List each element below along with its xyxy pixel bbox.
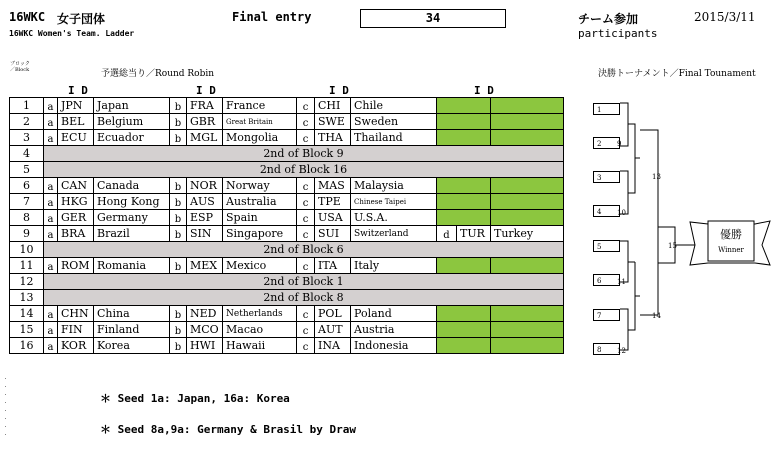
team-name: Macao	[223, 322, 297, 338]
slot-letter: b	[170, 178, 187, 194]
slot-letter: b	[170, 338, 187, 354]
team-name: Indonesia	[351, 338, 437, 354]
bracket-match-number: 15	[668, 242, 677, 250]
id-header-b: I D	[196, 84, 216, 97]
final-entry-label: Final entry	[232, 10, 312, 24]
slot-letter: a	[44, 210, 58, 226]
qualifier-cell	[491, 322, 564, 338]
table-row	[10, 338, 564, 354]
qualifier-cell	[437, 114, 491, 130]
team-id: AUS	[187, 194, 223, 210]
slot-letter: c	[297, 114, 315, 130]
team-name: Korea	[94, 338, 170, 354]
team-id: THA	[315, 130, 351, 146]
block-number: 11	[10, 258, 44, 274]
table-row	[10, 242, 564, 258]
team-name: Italy	[351, 258, 437, 274]
slot-letter: c	[297, 258, 315, 274]
entry-count-box: 34	[360, 9, 506, 28]
margin-dot	[5, 394, 6, 395]
team-id: SWE	[315, 114, 351, 130]
slot-letter: c	[297, 98, 315, 114]
team-name: Mongolia	[223, 130, 297, 146]
team-id: USA	[315, 210, 351, 226]
bracket-line-12	[620, 309, 628, 350]
block-number: 4	[10, 146, 44, 162]
block-number: 14	[10, 306, 44, 322]
qualifier-cell	[437, 130, 491, 146]
team-name: Canada	[94, 178, 170, 194]
block-placeholder: 2nd of Block 8	[44, 290, 564, 306]
team-id: TPE	[315, 194, 351, 210]
team-name: Poland	[351, 306, 437, 322]
bracket-line-10	[620, 171, 628, 214]
winner-box	[708, 221, 754, 261]
team-id: NED	[187, 306, 223, 322]
slot-letter: a	[44, 322, 58, 338]
qualifier-cell	[437, 306, 491, 322]
slot-letter: a	[44, 338, 58, 354]
team-name: Australia	[223, 194, 297, 210]
bracket-slot: 5	[593, 240, 620, 252]
slot-letter: c	[297, 322, 315, 338]
slot-letter: b	[170, 130, 187, 146]
margin-dot	[5, 418, 6, 419]
team-name: China	[94, 306, 170, 322]
block-number: 8	[10, 210, 44, 226]
team-name: Hawaii	[223, 338, 297, 354]
team-id: INA	[315, 338, 351, 354]
slot-letter: b	[170, 306, 187, 322]
block-number: 13	[10, 290, 44, 306]
team-name: Sweden	[351, 114, 437, 130]
team-name: Chile	[351, 98, 437, 114]
block-number: 3	[10, 130, 44, 146]
team-id: BRA	[58, 226, 94, 242]
round-robin-table	[9, 97, 564, 354]
team-name: Ecuador	[94, 130, 170, 146]
team-id: CHN	[58, 306, 94, 322]
table-row	[10, 258, 564, 274]
table-row	[10, 178, 564, 194]
slot-letter: c	[297, 210, 315, 226]
margin-dot	[5, 426, 6, 427]
team-id: SUI	[315, 226, 351, 242]
team-name: Finland	[94, 322, 170, 338]
bracket-match-number: 14	[652, 312, 661, 320]
qualifier-cell	[437, 98, 491, 114]
bracket-line-11	[620, 241, 628, 282]
team-id: ROM	[58, 258, 94, 274]
block-label-jp: ブロック	[10, 61, 30, 67]
team-name: Hong Kong	[94, 194, 170, 210]
team-name: Switzerland	[351, 226, 437, 242]
round-robin-label: 予選総当り／Round Robin	[101, 69, 215, 79]
block-number: 15	[10, 322, 44, 338]
table-row	[10, 322, 564, 338]
slot-letter: a	[44, 114, 58, 130]
qualifier-cell	[437, 338, 491, 354]
block-number: 12	[10, 274, 44, 290]
team-id: CHI	[315, 98, 351, 114]
qualifier-cell	[437, 194, 491, 210]
bracket-line-final	[640, 130, 658, 315]
team-id: JPN	[58, 98, 94, 114]
team-name: Netherlands	[223, 306, 297, 322]
block-number: 7	[10, 194, 44, 210]
team-id: POL	[315, 306, 351, 322]
slot-letter: c	[297, 338, 315, 354]
qualifier-cell	[491, 306, 564, 322]
slot-letter: a	[44, 130, 58, 146]
winner-jp: 優勝	[720, 228, 742, 241]
table-row	[10, 98, 564, 114]
team-id: FRA	[187, 98, 223, 114]
table-row	[10, 146, 564, 162]
team-id: CAN	[58, 178, 94, 194]
bracket-line-14a	[628, 262, 640, 330]
slot-letter: a	[44, 178, 58, 194]
block-number: 5	[10, 162, 44, 178]
team-id: AUT	[315, 322, 351, 338]
team-name: Japan	[94, 98, 170, 114]
slot-letter: c	[297, 130, 315, 146]
bracket-match-number: 11	[617, 278, 626, 286]
block-number: 1	[10, 98, 44, 114]
bracket-slot: 1	[593, 103, 620, 115]
bracket-slot: 2	[593, 137, 620, 149]
block-number: 9	[10, 226, 44, 242]
bracket-slot: 4	[593, 205, 620, 217]
team-id: GER	[58, 210, 94, 226]
team-name: Mexico	[223, 258, 297, 274]
bracket-slot: 8	[593, 343, 620, 355]
qualifier-cell	[491, 114, 564, 130]
slot-letter: b	[170, 226, 187, 242]
bracket-match-number: 10	[617, 209, 626, 217]
block-number: 10	[10, 242, 44, 258]
team-name: Thailand	[351, 130, 437, 146]
qualifier-cell	[437, 210, 491, 226]
team-name: Norway	[223, 178, 297, 194]
event-subtitle: 16WKC Women's Team. Ladder	[9, 29, 135, 38]
team-id: GBR	[187, 114, 223, 130]
block-placeholder: 2nd of Block 9	[44, 146, 564, 162]
bracket-slot: 3	[593, 171, 620, 183]
slot-letter: a	[44, 194, 58, 210]
bracket-slot: 6	[593, 274, 620, 286]
team-id: MAS	[315, 178, 351, 194]
team-name: Spain	[223, 210, 297, 226]
team-id: ITA	[315, 258, 351, 274]
slot-letter: b	[170, 258, 187, 274]
id-header-c: I D	[329, 84, 349, 97]
block-number: 2	[10, 114, 44, 130]
slot-letter: c	[297, 194, 315, 210]
table-row	[10, 114, 564, 130]
team-id: BEL	[58, 114, 94, 130]
slot-letter: a	[44, 226, 58, 242]
team-id: MCO	[187, 322, 223, 338]
slot-letter: b	[170, 194, 187, 210]
participants-en: participants	[578, 27, 658, 40]
team-id: KOR	[58, 338, 94, 354]
slot-letter: a	[44, 306, 58, 322]
slot-letter: c	[297, 178, 315, 194]
table-row	[10, 226, 564, 242]
margin-dot	[5, 386, 6, 387]
qualifier-cell	[491, 210, 564, 226]
slot-letter: c	[297, 226, 315, 242]
note-seed-2: ＊ Seed 8a,9a: Germany & Brasil by Draw	[100, 423, 357, 436]
team-id: MGL	[187, 130, 223, 146]
qualifier-cell	[437, 322, 491, 338]
block-placeholder: 2nd of Block 1	[44, 274, 564, 290]
final-tournament-label: 決勝トーナメント／Final Tounament	[598, 69, 756, 79]
team-id: TUR	[457, 226, 491, 242]
team-id: HKG	[58, 194, 94, 210]
participants-jp: チーム参加	[578, 12, 639, 26]
slot-letter: b	[170, 98, 187, 114]
bracket-match-number: 12	[617, 347, 626, 355]
team-name: France	[223, 98, 297, 114]
margin-dot	[5, 410, 6, 411]
block-number: 16	[10, 338, 44, 354]
team-id: NOR	[187, 178, 223, 194]
slot-letter: a	[44, 98, 58, 114]
team-name: U.S.A.	[351, 210, 437, 226]
qualifier-cell	[491, 194, 564, 210]
team-id: SIN	[187, 226, 223, 242]
team-name: Malaysia	[351, 178, 437, 194]
team-name: Turkey	[491, 226, 564, 242]
team-id: ESP	[187, 210, 223, 226]
team-name: Germany	[94, 210, 170, 226]
margin-dot	[5, 434, 6, 435]
event-title-jp: 女子団体	[57, 12, 106, 26]
margin-dot	[5, 402, 6, 403]
team-id: HWI	[187, 338, 223, 354]
slot-letter: b	[170, 322, 187, 338]
team-name: Austria	[351, 322, 437, 338]
slot-letter: c	[297, 306, 315, 322]
slot-letter: d	[437, 226, 457, 242]
team-id: MEX	[187, 258, 223, 274]
table-row	[10, 194, 564, 210]
winner-en: Winner	[718, 246, 744, 254]
team-id: FIN	[58, 322, 94, 338]
bracket-slot: 7	[593, 309, 620, 321]
id-header-a: I D	[68, 84, 88, 97]
block-placeholder: 2nd of Block 16	[44, 162, 564, 178]
event-code: 16WKC	[9, 10, 46, 24]
bracket-match-number: 13	[652, 173, 661, 181]
bracket-line-13a	[628, 124, 640, 193]
slot-letter: b	[170, 210, 187, 226]
team-name: Romania	[94, 258, 170, 274]
qualifier-cell	[491, 98, 564, 114]
table-row	[10, 210, 564, 226]
id-header-d: I D	[474, 84, 494, 97]
team-name: Singapore	[223, 226, 297, 242]
team-name: Chinese Taipei	[351, 194, 437, 210]
block-placeholder: 2nd of Block 6	[44, 242, 564, 258]
slot-letter: a	[44, 258, 58, 274]
qualifier-cell	[491, 130, 564, 146]
table-row	[10, 130, 564, 146]
slot-letter: b	[170, 114, 187, 130]
table-row	[10, 274, 564, 290]
qualifier-cell	[491, 178, 564, 194]
qualifier-cell	[437, 178, 491, 194]
team-name: Belgium	[94, 114, 170, 130]
qualifier-cell	[437, 258, 491, 274]
qualifier-cell	[491, 258, 564, 274]
bracket-match-number: 9	[617, 140, 622, 148]
date: 2015/3/11	[694, 10, 756, 24]
team-name: Great Britain	[223, 114, 297, 130]
team-id: ECU	[58, 130, 94, 146]
team-name: Brazil	[94, 226, 170, 242]
note-seed-1: ＊ Seed 1a: Japan, 16a: Korea	[100, 392, 290, 405]
table-row	[10, 162, 564, 178]
margin-dot	[5, 378, 6, 379]
qualifier-cell	[491, 338, 564, 354]
block-number: 6	[10, 178, 44, 194]
table-row	[10, 290, 564, 306]
table-row	[10, 306, 564, 322]
block-label-en: ／Block	[10, 67, 30, 73]
